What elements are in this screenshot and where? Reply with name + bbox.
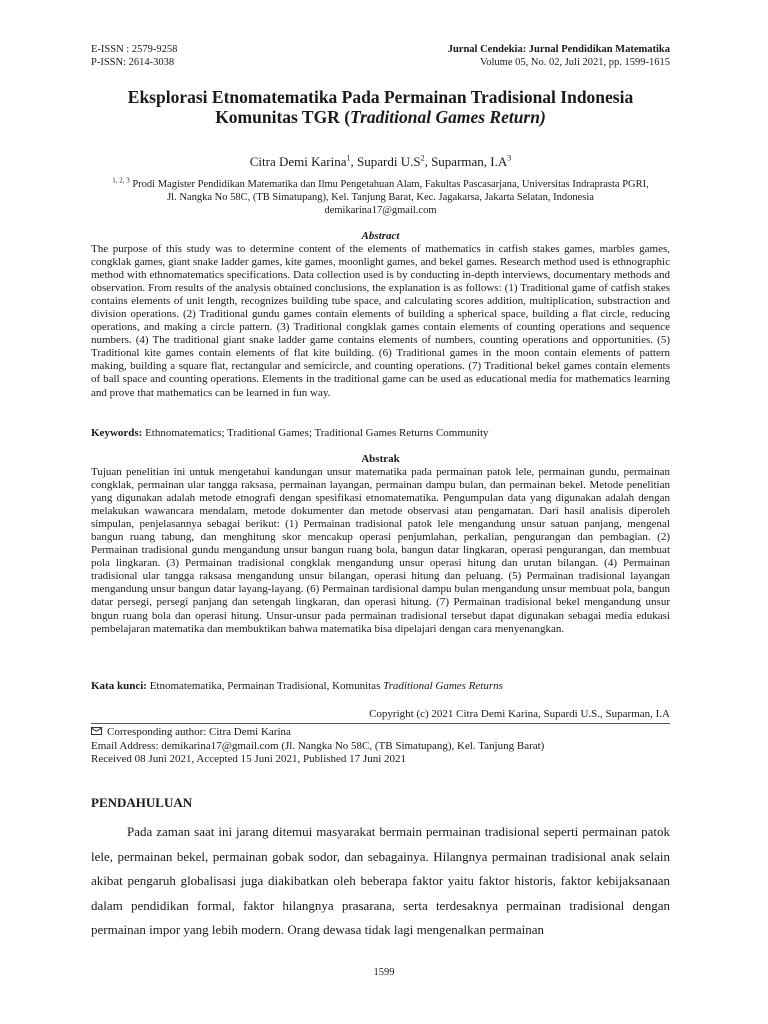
abstract-body: The purpose of this study was to determine content of the elements of mathematics in catfish stakes games, marbles games, congklak games, giant snake ladder games, kite games, moonlight games, and bekel games. Research method used is ethnographic method with ethnomatematics specifications. Data collection used is by conducting in-depth interviews, documentary methods and observation. From results of the analysis obtained conclusions, the explanation is as follows: (1) Traditional game of catfish stakes contains elements of unit length, recognizes building tube space, and calculating scores addition, multiplication, substraction and division operations. (2) Traditional gundu games contain elements of building a spherical space, building a flat circle, reducing operations, and making a circle pattern. (3) Traditional congklak games contain elements of counting operations and sequence numbers. (4) The traditional giant snake ladder game contains elements of numbers, counting operations and opportunities. (5) Traditional kite games contain elements of flat kite building. (6) Traditional games in the moon contain elements of pattern making, building a square flat, rectangular and semicircle, and counting operations. (7) Traditional bekel games contain elements of ball space and counting operations. Elements in the traditional game can be used as educational media for mathematics learning and prove that mathematics can be learned in fun way. (91, 243, 670, 399)
abstrak-body: Tujuan penelitian ini untuk mengetahui kandungan unsur matematika pada permainan patok lele, permainan gundu, permainan congklak, permainan ular tangga raksasa, permainan layangan, permainan dampu bulan, dan permainan bekel. Metode penelitian yang digunakan adalah metode etnografi dengan spesifikasi etnomatematika. Pengumpulan data yang digunakan adalah dengan melakukan wawancara mendalam, metode dokumenter dan metode observasi atau pengamatan. Dari hasil analisis diperoleh simpulan, penjelasannya sebagai berikut: (1) Permainan tradisional patok lele mengandung unsur satuan panjang, mengenal bangun ruang tabung, dan menghitung skor mencakup operasi penjumlahan, perkalian, pengurangan dan pembagian. (2) Permainan tradisional gundu mengandung unsur bangun ruang bola, bangun datar lingkaran, operasi pengurangan, dan membuat pola lingkaran. (3) Permainan tradisional congklak mengandung unsur operasi hitung dan urutan bilangan. (4) Permainan tradisional ular tangga raksasa mengandung unsur bilangan, operasi hitung dan peluang. (5) Permainan tradisional layangan mengandung unsur bangun datar layang-layang. (6) Permainan tardisional dampu bulan mengandung unsur membuat pola, bangun datar persegi, persegi panjang dan setengah lingkaran, dan operasi hitung. (7) Permainan tradisional bekel mengandung unsur bngun ruang bola dan operasi hitung. Unsur-unsur pada permainan tradisional tersebut dapat digunakan sebagai media edukasi pembelajaran matematika dan membuktikan bahwa matematika bisa dipelajari dengan cara menyenangkan. (91, 466, 670, 635)
affiliation (91, 178, 670, 217)
journal-name: Jurnal Cendekia: Jurnal Pendidikan Matematika (447, 44, 670, 55)
title-line-2-italic: Traditional Games Return) (350, 107, 546, 127)
copyright-notice: Copyright (c) 2021 Citra Demi Karina, Supardi U.S., Suparman, I.A (369, 708, 670, 720)
author-2: Supardi U.S (357, 154, 421, 169)
volume-info: Volume 05, No. 02, Juli 2021, pp. 1599-1615 (480, 57, 670, 68)
journal-block (448, 43, 670, 69)
title-line-1: Eksplorasi Etnomatematika Pada Permainan Tradisional Indonesia (127, 87, 634, 107)
abstract-heading: Abstract (361, 230, 400, 242)
title-line-2-plain: Komunitas TGR ( (215, 107, 351, 127)
correspondence-block (91, 726, 691, 767)
affiliation-line-2: Jl. Nangka No 58C, (TB Simatupang), Kel. Tanjung Barat, Kec. Jagakarsa, Jakarta Selatan, Indonesia (167, 192, 594, 203)
abstrak-heading: Abstrak (361, 453, 400, 465)
kata-kunci-label: Kata kunci: (91, 680, 147, 692)
author-2-sup: 2 (420, 153, 425, 163)
affiliation-email: demikarina17@gmail.com (324, 205, 437, 216)
author-1-sup: 1 (346, 153, 351, 163)
envelope-icon (91, 727, 102, 735)
publication-dates: Received 08 Juni 2021, Accepted 15 Juni 2021, Published 17 Juni 2021 (91, 753, 406, 765)
keywords-label: Keywords: (91, 427, 143, 439)
eissn: E-ISSN : 2579-9258 (91, 44, 178, 55)
keywords-line (91, 427, 670, 440)
issn-block (91, 43, 177, 69)
corresponding-author-line (91, 726, 691, 740)
affiliation-text-1: Prodi Magister Pendidikan Matematika dan Ilmu Pengetahuan Alam, Fakultas Pascasarjana, Universitas Indraprasta PGRI, (129, 179, 649, 190)
page-number: 1599 (373, 967, 395, 978)
author-3-sup: 3 (507, 153, 512, 163)
title-line-2 (91, 107, 670, 127)
author-sep-2: , (424, 154, 432, 169)
author-3: Suparman, I.A (431, 154, 508, 169)
author-sep-1: , (350, 154, 357, 169)
email-address-line: Email Address: demikarina17@gmail.com (Jl. Nangka No 58C, (TB Simatupang), Kel. Tanjung Barat) (91, 739, 545, 752)
paper-title (91, 87, 670, 127)
corresponding-author: Corresponding author: Citra Demi Karina (107, 726, 291, 738)
kata-kunci-line (91, 680, 670, 693)
kata-kunci-italic: Traditional Games Returns (383, 680, 503, 692)
affiliation-sup: 1, 2, 3 (112, 176, 130, 185)
introduction-paragraph: Pada zaman saat ini jarang ditemui masyarakat bermain permainan tradisional seperti permainan patok lele, permainan bekel, permainan gobak sodor, dan sebagainya. Hilangnya permainan tradisional anak selain akibat pengaruh globalisasi juga diakibatkan oleh beberapa faktor yaitu faktor historis, faktor kebijaksanaan dalam pendidikan formal, faktor hilangnya prasarana, serta terdesaknya permainan tradisional dengan permainan impor yang lebih modern. Orang dewasa tidak lagi mengenalkan permainan (91, 824, 670, 938)
author-1: Citra Demi Karina (249, 154, 347, 169)
section-heading-pendahuluan: PENDAHULUAN (91, 795, 193, 810)
author-list (91, 154, 670, 170)
keywords-text: Ethnomatematics; Traditional Games; Traditional Games Returns Community (142, 427, 489, 439)
kata-kunci-text: Etnomatematika, Permainan Tradisional, Komunitas (146, 680, 384, 692)
pissn: P-ISSN: 2614-3038 (91, 57, 175, 68)
divider (91, 723, 670, 724)
affiliation-line-1 (91, 178, 670, 191)
